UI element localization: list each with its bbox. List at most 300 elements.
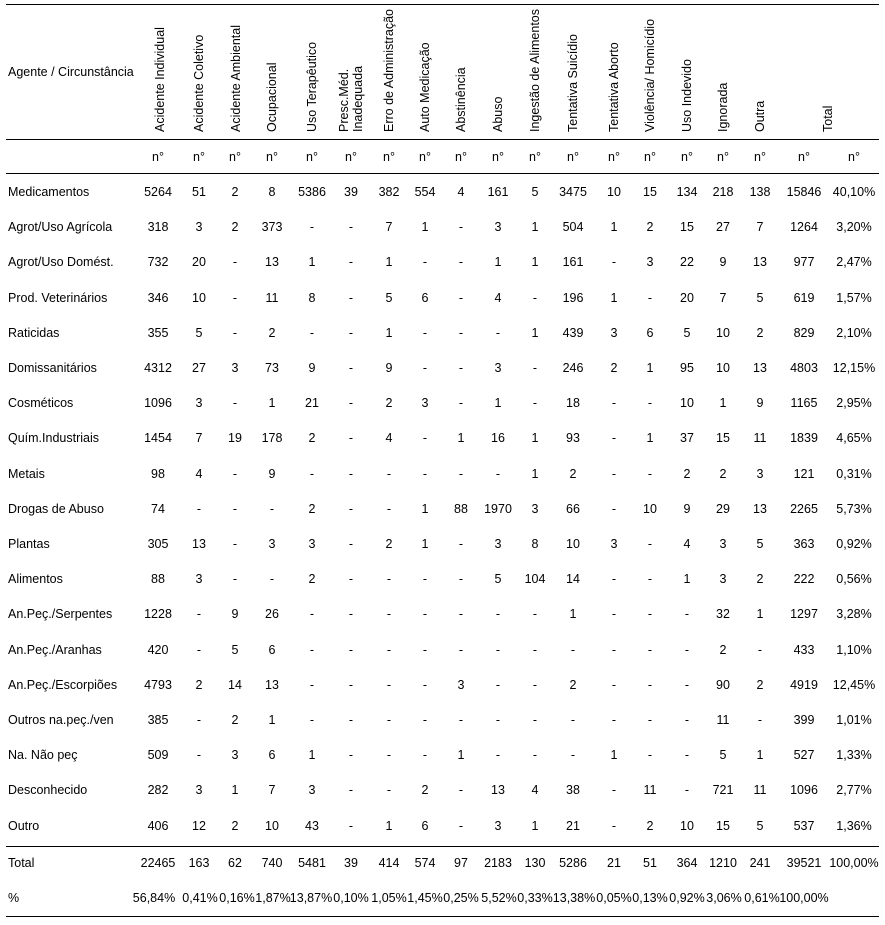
table-cell: 1,36% (836, 818, 872, 833)
table-cell: 5,73% (836, 501, 872, 516)
table-cell: 2265 (790, 501, 818, 516)
percent-cell: 0,33% (517, 890, 553, 905)
table-cell: - (611, 783, 617, 798)
table-cell: 37 (680, 431, 694, 446)
table-cell: 13 (753, 255, 767, 270)
unit-cell: n° (754, 149, 766, 164)
row-label: Outro (8, 818, 40, 833)
table-cell: - (532, 642, 538, 657)
table-cell: - (458, 219, 464, 234)
unit-cell: n° (455, 149, 467, 164)
table-cell: - (684, 677, 690, 692)
table-cell: - (532, 395, 538, 410)
table-cell: 1 (385, 255, 393, 270)
table-cell: - (611, 501, 617, 516)
table-cell: - (232, 325, 238, 340)
table-cell: 7 (195, 431, 203, 446)
table-cell: - (422, 325, 428, 340)
table-cell: 4 (385, 431, 393, 446)
table-cell: - (647, 571, 653, 586)
table-cell: 732 (147, 255, 169, 270)
unit-cell: n° (306, 149, 318, 164)
table-cell: 1096 (144, 395, 172, 410)
table-cell: - (309, 607, 315, 622)
table-cell: 1 (385, 818, 393, 833)
table-cell: 2 (756, 571, 764, 586)
table-cell: - (495, 325, 501, 340)
total-cell: 62 (228, 855, 242, 870)
table-cell: - (611, 466, 617, 481)
row-label: Domissanitários (8, 360, 97, 375)
table-cell: 1 (531, 466, 539, 481)
table-cell: - (422, 571, 428, 586)
table-cell: 3 (719, 536, 727, 551)
table-cell: - (647, 677, 653, 692)
table-cell: - (309, 219, 315, 234)
total-cell: 364 (676, 855, 698, 870)
total-cell: 163 (188, 855, 210, 870)
table-cell: - (532, 360, 538, 375)
table-cell: 1 (646, 431, 654, 446)
table-cell: 3 (308, 783, 316, 798)
table-cell: 2 (421, 783, 429, 798)
table-cell: 43 (305, 818, 319, 833)
table-cell: 1 (531, 255, 539, 270)
row-label: Desconhecido (8, 783, 88, 798)
table-cell: - (611, 431, 617, 446)
table-cell: 1 (421, 219, 429, 234)
table-cell: 15 (716, 431, 730, 446)
table-cell: 5 (756, 818, 764, 833)
table-cell: 14 (566, 571, 580, 586)
table-cell: 0,56% (836, 571, 872, 586)
table-cell: - (611, 677, 617, 692)
table-cell: 4,65% (836, 431, 872, 446)
table-cell: 2 (268, 325, 276, 340)
table-cell: 5 (683, 325, 691, 340)
percent-cell: 0,92% (669, 890, 705, 905)
table-cell: - (232, 255, 238, 270)
table-cell: 73 (265, 360, 279, 375)
table-cell: 1970 (484, 501, 512, 516)
table-cell: 4312 (144, 360, 172, 375)
table-cell: 2 (646, 219, 654, 234)
column-header-line: Abuso (491, 96, 505, 132)
table-cell: 12 (192, 818, 206, 833)
row-label: Agrot/Uso Domést. (8, 255, 114, 270)
table-cell: - (348, 747, 354, 762)
table-cell: 14 (228, 677, 242, 692)
table-cell: 11 (716, 712, 730, 727)
table-cell: - (348, 571, 354, 586)
table-cell: 282 (147, 783, 169, 798)
table-cell: 10 (716, 325, 730, 340)
table-cell: - (647, 290, 653, 305)
table-cell: - (684, 783, 690, 798)
column-header-line: Ingestão de Alimentos (528, 9, 542, 132)
table-cell: 15 (643, 184, 657, 199)
table-cell: 13 (753, 360, 767, 375)
total-cell: 100,00% (829, 855, 879, 870)
table-cell: 1,33% (836, 747, 872, 762)
table-cell: 18 (566, 395, 580, 410)
table-cell: - (348, 536, 354, 551)
table-cell: - (269, 571, 275, 586)
table-cell: - (348, 783, 354, 798)
table-cell: 2 (231, 219, 239, 234)
unit-cell: n° (419, 149, 431, 164)
table-cell: 13 (265, 255, 279, 270)
table-cell: - (348, 431, 354, 446)
table-cell: 399 (793, 712, 815, 727)
column-header-line: Tentativa Aborto (607, 42, 621, 132)
column-header-line: Acidente Individual (153, 27, 167, 132)
table-cell: 3 (494, 536, 502, 551)
table-cell: 2 (569, 677, 577, 692)
table-cell: - (458, 642, 464, 657)
table-cell: 16 (491, 431, 505, 446)
table-cell: 0,92% (836, 536, 872, 551)
table-cell: - (495, 642, 501, 657)
table-cell: 9 (719, 255, 727, 270)
unit-cell: n° (193, 149, 205, 164)
table-cell: - (684, 607, 690, 622)
table-cell: - (647, 466, 653, 481)
total-row-label: Total (8, 855, 35, 870)
table-cell: 98 (151, 466, 165, 481)
table-cell: 1,01% (836, 712, 872, 727)
total-cell: 2183 (484, 855, 512, 870)
column-header-line: Erro de Administração (382, 9, 396, 132)
table-cell: 2 (719, 642, 727, 657)
table-cell: - (309, 466, 315, 481)
table-cell: 3,20% (836, 219, 872, 234)
column-header-line: Abstinência (454, 67, 468, 132)
table-cell: 13 (491, 783, 505, 798)
table-cell: - (348, 325, 354, 340)
table-cell: 3 (719, 571, 727, 586)
table-cell: - (196, 712, 202, 727)
table-cell: 246 (562, 360, 584, 375)
unit-cell: n° (383, 149, 395, 164)
table-cell: 2 (308, 431, 316, 446)
percent-row-label: % (8, 890, 20, 905)
table-cell: - (232, 501, 238, 516)
table-cell: - (458, 607, 464, 622)
table-cell: 420 (147, 642, 169, 657)
table-cell: 10 (643, 501, 657, 516)
column-header-line: Uso Terapêutico (305, 41, 319, 132)
table-cell: 1 (569, 607, 577, 622)
table-cell: - (757, 642, 763, 657)
table-cell: - (232, 571, 238, 586)
table-cell: - (386, 747, 392, 762)
total-cell: 241 (749, 855, 771, 870)
table-cell: - (757, 712, 763, 727)
percent-cell: 13,38% (552, 890, 596, 905)
table-cell: 829 (793, 325, 815, 340)
total-cell: 39 (344, 855, 358, 870)
table-cell: 6 (646, 325, 654, 340)
table-cell: 1 (494, 395, 502, 410)
table-cell: 161 (487, 184, 509, 199)
column-header-line: Outra (753, 100, 767, 132)
table-cell: - (348, 219, 354, 234)
table-cell: 4 (494, 290, 502, 305)
table-cell: - (611, 607, 617, 622)
percent-cell: 0,61% (744, 890, 780, 905)
table-cell: 619 (793, 290, 815, 305)
total-cell: 51 (643, 855, 657, 870)
row-label: Prod. Veterinários (8, 290, 108, 305)
column-header-line: Auto Medicação (418, 42, 432, 132)
table-cell: 504 (562, 219, 584, 234)
table-cell: 161 (562, 255, 584, 270)
table-cell: 27 (716, 219, 730, 234)
unit-cell: n° (152, 149, 164, 164)
column-header-line: Uso Indevido (680, 59, 694, 132)
total-cell: 414 (378, 855, 400, 870)
table-cell: - (422, 712, 428, 727)
table-cell: - (422, 360, 428, 375)
table-cell: 406 (147, 818, 169, 833)
unit-cell: n° (681, 149, 693, 164)
table-cell: - (422, 607, 428, 622)
row-label: Drogas de Abuso (8, 501, 104, 516)
table-cell: 439 (562, 325, 584, 340)
row-label: Metais (8, 466, 45, 481)
table-cell: 21 (566, 818, 580, 833)
total-cell: 97 (454, 855, 468, 870)
table-cell: 1 (756, 747, 764, 762)
table-cell: 134 (676, 184, 698, 199)
table-cell: 3 (756, 466, 764, 481)
table-cell: - (348, 501, 354, 516)
total-cell: 1210 (709, 855, 737, 870)
table-cell: 21 (305, 395, 319, 410)
table-cell: 3 (231, 747, 239, 762)
table-cell: - (348, 818, 354, 833)
table-cell: 1 (531, 431, 539, 446)
table-cell: - (422, 431, 428, 446)
table-cell: 5 (531, 184, 539, 199)
unit-cell: n° (608, 149, 620, 164)
table-cell: 3 (268, 536, 276, 551)
table-cell: 8 (531, 536, 539, 551)
table-cell: 10 (680, 818, 694, 833)
table-cell: 1 (457, 747, 465, 762)
table-cell: 11 (753, 783, 767, 798)
table-cell: 3 (195, 395, 203, 410)
column-header-line: Total (821, 105, 835, 132)
table-cell: 3 (531, 501, 539, 516)
table-cell: 11 (753, 431, 767, 446)
table-cell: 4 (457, 184, 465, 199)
unit-cell: n° (529, 149, 541, 164)
table-cell: 9 (683, 501, 691, 516)
table-cell: 1839 (790, 431, 818, 446)
table-cell: 22 (680, 255, 694, 270)
table-cell: 385 (147, 712, 169, 727)
percent-cell: 13,87% (289, 890, 333, 905)
table-cell: 305 (147, 536, 169, 551)
table-cell: - (495, 607, 501, 622)
table-cell: - (348, 395, 354, 410)
row-label: Outros na.peç./ven (8, 712, 114, 727)
table-cell: 373 (261, 219, 283, 234)
table-cell: 218 (712, 184, 734, 199)
table-cell: - (348, 466, 354, 481)
table-cell: 95 (680, 360, 694, 375)
table-cell: 1 (646, 360, 654, 375)
table-cell: 2 (231, 712, 239, 727)
percent-cell: 0,10% (333, 890, 369, 905)
table-cell: 9 (385, 360, 393, 375)
table-cell: - (458, 818, 464, 833)
table-cell: 5 (385, 290, 393, 305)
row-label: An.Peç./Aranhas (8, 642, 102, 657)
table-cell: 3 (308, 536, 316, 551)
table-cell: - (232, 536, 238, 551)
row-label: Agrot/Uso Agrícola (8, 219, 113, 234)
table-cell: - (386, 607, 392, 622)
table-cell: 4919 (790, 677, 818, 692)
table-cell: 363 (793, 536, 815, 551)
unit-cell: n° (644, 149, 656, 164)
table-cell: 1165 (790, 395, 818, 410)
table-cell: 2 (385, 536, 393, 551)
total-cell: 574 (414, 855, 436, 870)
table-cell: 9 (308, 360, 316, 375)
table-cell: 3 (195, 783, 203, 798)
table-cell: 1264 (790, 219, 818, 234)
table-cell: 3475 (559, 184, 587, 199)
table-cell: - (458, 536, 464, 551)
table-cell: - (348, 360, 354, 375)
table-cell: - (611, 712, 617, 727)
table-cell: - (495, 677, 501, 692)
unit-cell: n° (266, 149, 278, 164)
unit-cell: n° (567, 149, 579, 164)
table-cell: 8 (308, 290, 316, 305)
table-cell: - (348, 607, 354, 622)
table-cell: 12,15% (832, 360, 876, 375)
table-cell: 13 (265, 677, 279, 692)
table-cell: 5 (494, 571, 502, 586)
table-cell: 1 (610, 747, 618, 762)
unit-cell: n° (229, 149, 241, 164)
table-cell: 4803 (790, 360, 818, 375)
table-cell: 4793 (144, 677, 172, 692)
table-cell: 27 (192, 360, 206, 375)
table-cell: 74 (151, 501, 165, 516)
table-cell: 1 (756, 607, 764, 622)
table-cell: 2,77% (836, 783, 872, 798)
table-cell: 3 (610, 536, 618, 551)
table-cell: 3 (494, 818, 502, 833)
table-cell: - (348, 712, 354, 727)
table-cell: - (495, 747, 501, 762)
percent-cell: 0,41% (182, 890, 218, 905)
table-cell: - (458, 712, 464, 727)
table-cell: 90 (716, 677, 730, 692)
table-cell: - (570, 747, 576, 762)
table-cell: 5 (756, 290, 764, 305)
table-cell: 3,28% (836, 607, 872, 622)
table-cell: 19 (228, 431, 242, 446)
table-cell: - (458, 255, 464, 270)
table-cell: 12,45% (832, 677, 876, 692)
column-header-line: Violência/ Homicídio (643, 18, 657, 132)
table-cell: - (386, 466, 392, 481)
table-cell: 527 (793, 747, 815, 762)
table-cell: - (348, 290, 354, 305)
table-cell: 382 (378, 184, 400, 199)
table-cell: 2 (308, 501, 316, 516)
table-cell: - (269, 501, 275, 516)
table-cell: 4 (531, 783, 539, 798)
table-cell: 1 (421, 501, 429, 516)
table-cell: 9 (268, 466, 276, 481)
table-cell: 0,31% (836, 466, 872, 481)
table-cell: 554 (414, 184, 436, 199)
table-cell: 433 (793, 642, 815, 657)
table-cell: - (611, 395, 617, 410)
table-cell: 3 (457, 677, 465, 692)
table-cell: 7 (268, 783, 276, 798)
table-cell: - (495, 466, 501, 481)
table-cell: 2,10% (836, 325, 872, 340)
table-cell: 15 (680, 219, 694, 234)
table-cell: 13 (753, 501, 767, 516)
total-cell: 5481 (298, 855, 326, 870)
table-cell: 11 (643, 783, 657, 798)
table-cell: - (196, 607, 202, 622)
table-cell: - (422, 747, 428, 762)
table-cell: - (532, 290, 538, 305)
total-cell: 21 (607, 855, 621, 870)
table-cell: - (196, 642, 202, 657)
table-cell: 66 (566, 501, 580, 516)
table-cell: 1,10% (836, 642, 872, 657)
table-cell: 1 (268, 395, 276, 410)
table-cell: - (684, 747, 690, 762)
table-cell: 9 (756, 395, 764, 410)
table-cell: - (458, 571, 464, 586)
table-cell: 1 (610, 290, 618, 305)
table-cell: - (532, 607, 538, 622)
table-cell: 138 (749, 184, 771, 199)
table-cell: 7 (756, 219, 764, 234)
table-cell: - (386, 712, 392, 727)
table-cell: - (684, 642, 690, 657)
total-cell: 130 (524, 855, 546, 870)
table-cell: - (647, 747, 653, 762)
table-cell: 38 (566, 783, 580, 798)
total-cell: 39521 (786, 855, 822, 870)
table-cell: 1,57% (836, 290, 872, 305)
table-cell: 2 (569, 466, 577, 481)
table-cell: 1228 (144, 607, 172, 622)
table-cell: - (386, 501, 392, 516)
percent-cell: 0,13% (632, 890, 668, 905)
table-cell: 6 (421, 818, 429, 833)
table-cell: 3 (646, 255, 654, 270)
table-cell: 26 (265, 607, 279, 622)
table-cell: 10 (716, 360, 730, 375)
table-cell: 318 (147, 219, 169, 234)
table-cell: 3 (610, 325, 618, 340)
